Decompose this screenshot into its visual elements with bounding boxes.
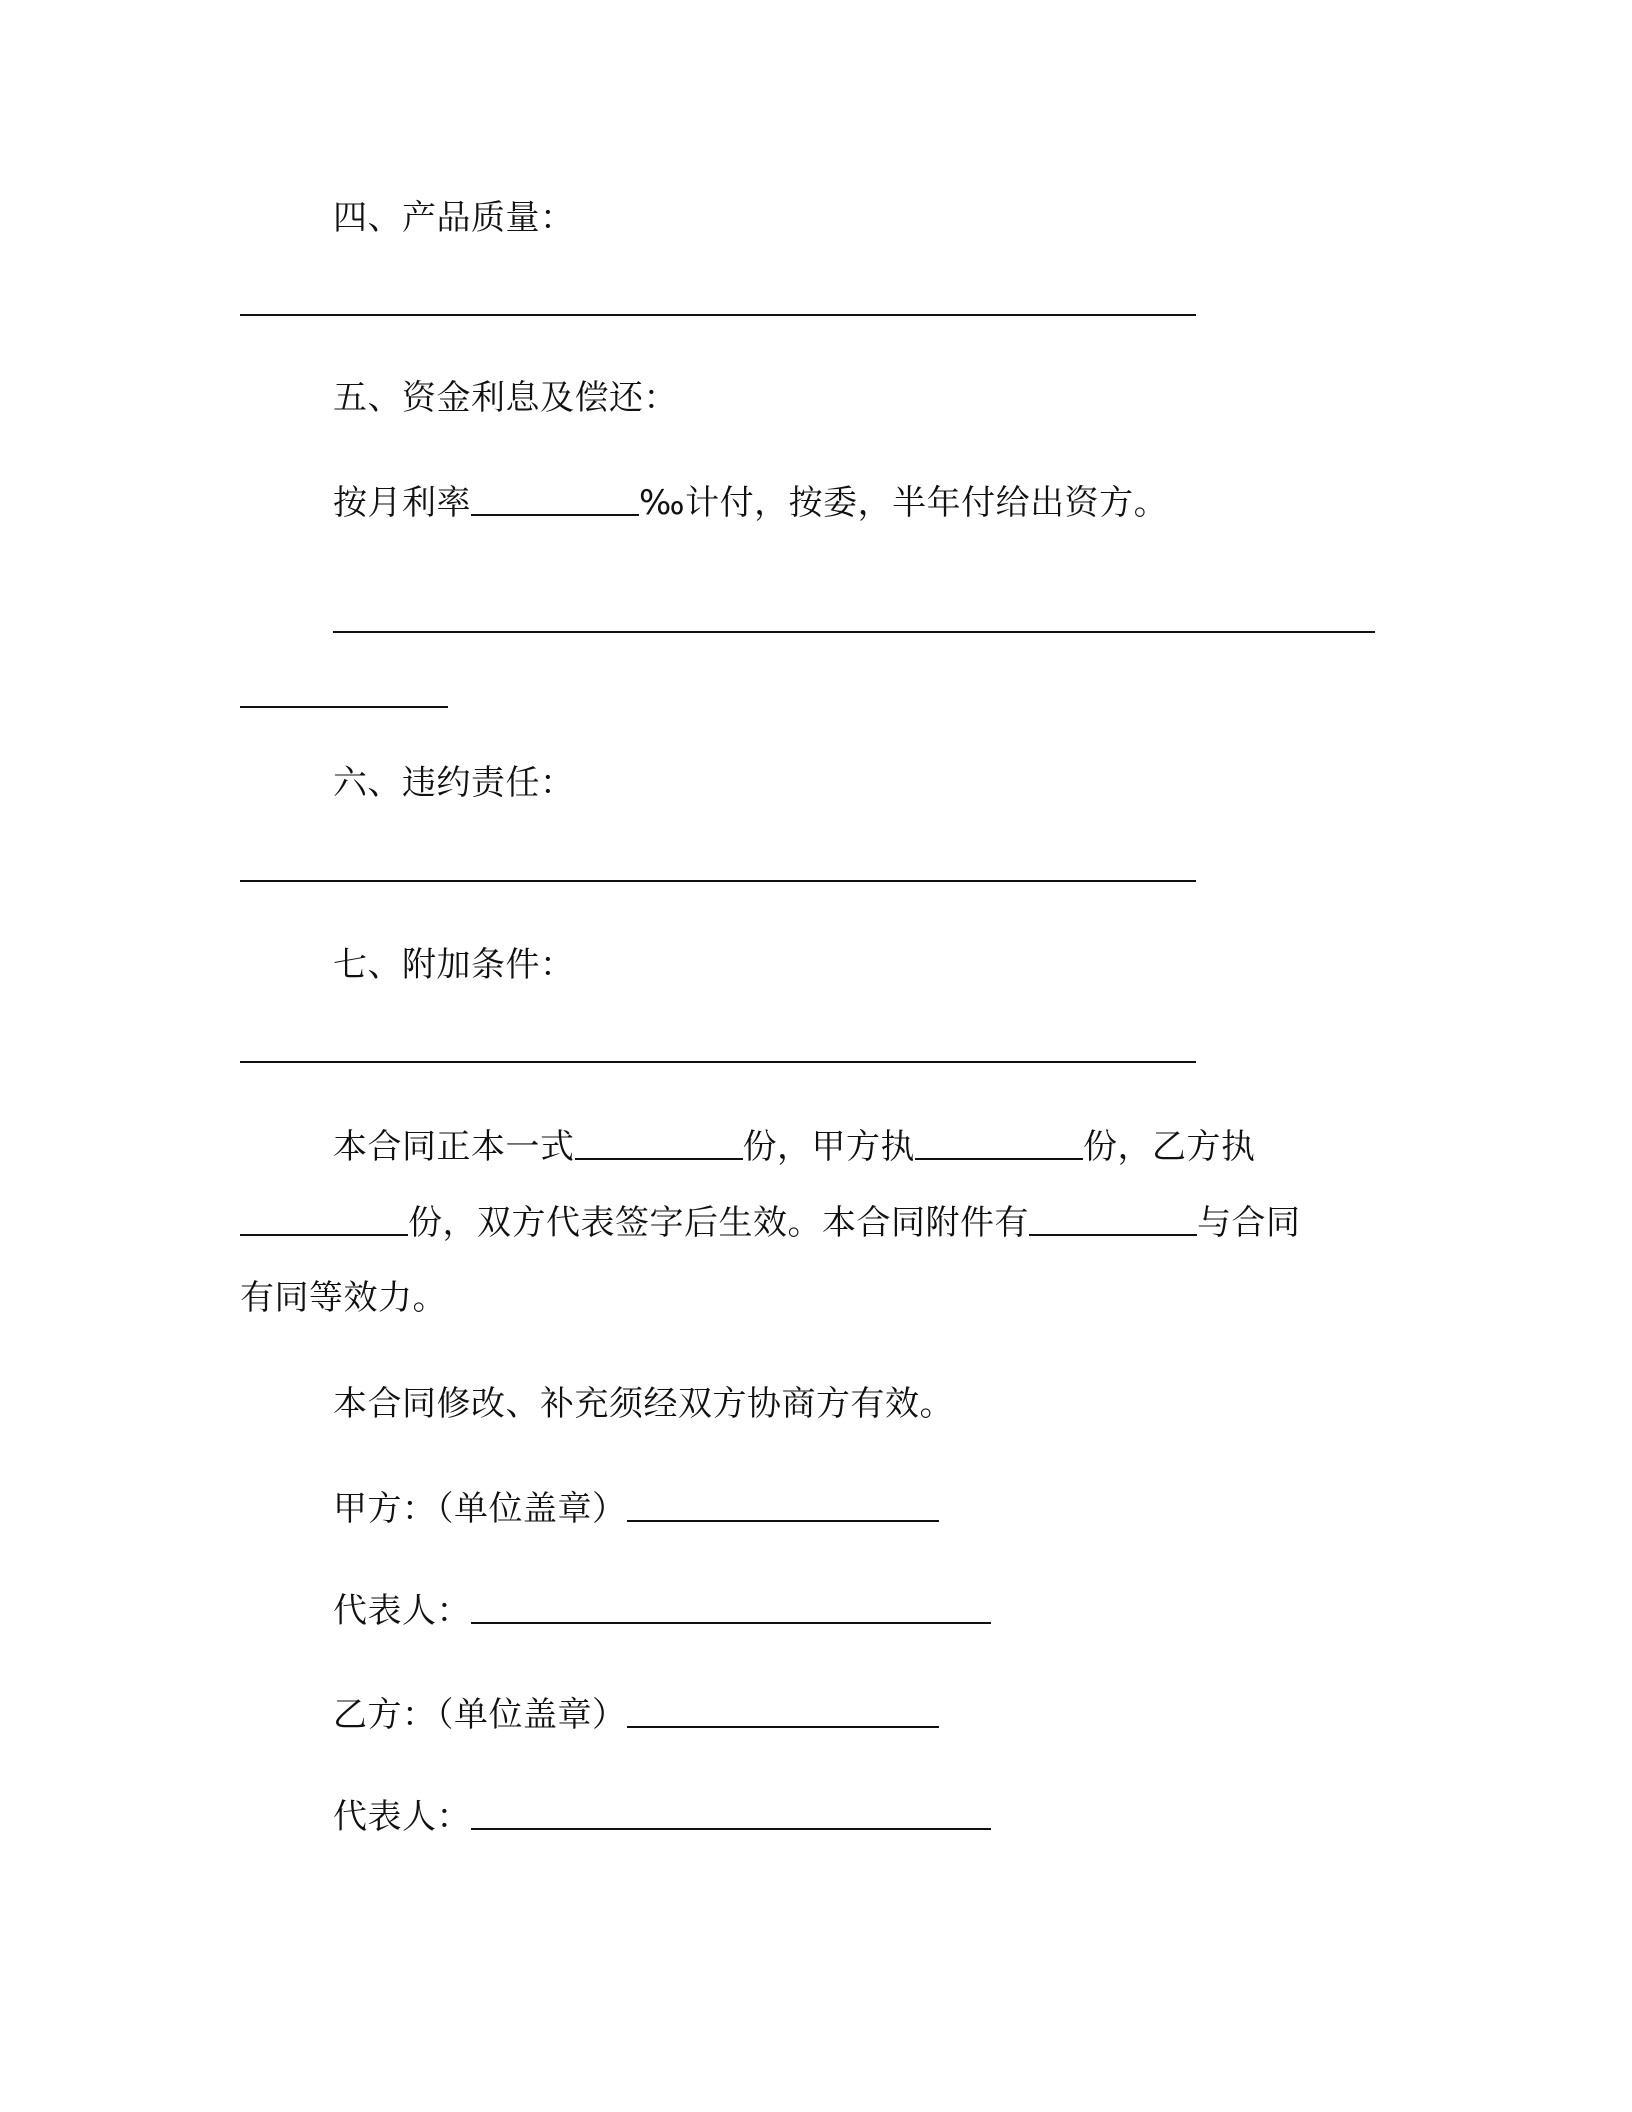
section-5-title: 五、资金利息及偿还：	[333, 378, 678, 418]
interest-rate-blank	[471, 484, 639, 516]
copies-text-d: 份，双方代表签字后生效。本合同附件有	[408, 1203, 1029, 1243]
copies-text-b: 份，甲方执	[742, 1127, 915, 1167]
rep-b-signature-blank	[471, 1798, 991, 1830]
copies-line-1	[333, 1125, 1256, 1169]
attachments-blank	[1029, 1204, 1197, 1236]
rep-b-line	[333, 1795, 991, 1839]
section-6-blank	[240, 880, 1196, 882]
party-a-label: 甲方：（单位盖章）	[333, 1489, 627, 1529]
party-b-line	[333, 1693, 939, 1737]
section-4-blank	[240, 314, 1196, 316]
rep-a-label: 代表人：	[333, 1591, 471, 1631]
party-b-seal-blank	[627, 1696, 939, 1728]
interest-rate-line	[333, 481, 1168, 525]
interest-rate-prefix: 按月利率	[333, 483, 471, 523]
rep-b-label: 代表人：	[333, 1797, 471, 1837]
section-4-title: 四、产品质量：	[333, 198, 575, 238]
party-b-label: 乙方：（单位盖章）	[333, 1695, 627, 1735]
interest-rate-suffix: ‰计付，按委，半年付给出资方。	[639, 483, 1169, 523]
copies-party-b-blank	[240, 1204, 408, 1236]
copies-text-a: 本合同正本一式	[333, 1127, 575, 1167]
copies-total-blank	[575, 1128, 743, 1160]
rep-a-line	[333, 1589, 991, 1633]
section-7-title: 七、附加条件：	[333, 945, 575, 985]
section-5-blank-line-1	[333, 631, 1375, 633]
party-a-line	[333, 1487, 939, 1531]
copies-party-a-blank	[915, 1128, 1083, 1160]
copies-text-e: 与合同	[1197, 1203, 1301, 1243]
rep-a-signature-blank	[471, 1592, 991, 1624]
section-7-blank	[240, 1061, 1196, 1063]
party-a-seal-blank	[627, 1490, 939, 1522]
copies-line-2	[240, 1201, 1301, 1245]
copies-text-c: 份，乙方执	[1083, 1127, 1256, 1167]
section-5-blank-line-2	[240, 706, 448, 708]
modification-clause: 本合同修改、补充须经双方协商方有效。	[333, 1384, 954, 1424]
section-6-title: 六、违约责任：	[333, 763, 575, 803]
copies-line-3: 有同等效力。	[240, 1278, 447, 1318]
